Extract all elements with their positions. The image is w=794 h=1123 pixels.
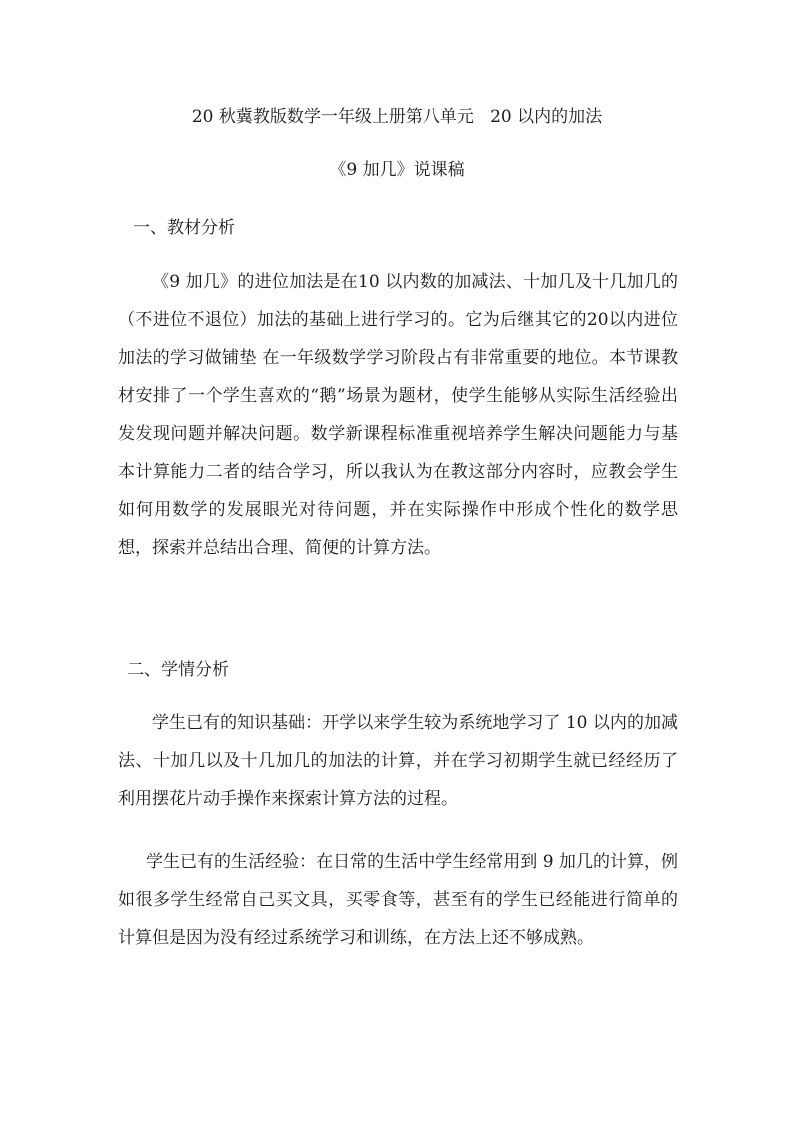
paragraph-textbook-analysis: 《9 加几》的进位加法是在10 以内数的加减法、十加几及十几加几的（不进位不退位）加法的基础上进行学习的。它为后继其它的20以内进位加法的学习做铺垫 在一年级数学学习阶段占有非常重要的地位。本节课教材安排了一个学生喜欢的“鹅”场景为题材，使学生能够从实际生活经验出发发现问题并解决问题。数学新课程标准重视培养学生解决问题能力与基本计算能力二者的结合学习，所以我认为在教这部分内容时，应教会学生如何用数学的发展眼光对待问题，并在实际操作中形成个性化的数学思想，探索并总结出合理、简便的计算方法。 <box>118 272 678 558</box>
section-heading-student-analysis: 二、学情分析 <box>127 660 229 680</box>
paragraph-life-experience: 学生已有的生活经验：在日常的生活中学生经常用到 9 加几的计算，例如很多学生经常自己买文具，买零食等，甚至有的学生已经能进行简单的计算但是因为没有经过系统学习和训练，在方法上还不够成熟。 <box>118 852 678 948</box>
document-subtitle: 《9 加几》说课稿 <box>329 160 465 180</box>
document-title: 20 秋冀教版数学一年级上册第八单元 20 以内的加法 <box>191 107 603 127</box>
paragraph-knowledge-foundation: 学生已有的知识基础：开学以来学生较为系统地学习了 10 以内的加减法、十加几以及十几加几的加法的计算，并在学习初期学生就已经经历了利用摆花片动手操作来探索计算方法的过程。 <box>118 713 678 809</box>
section-heading-textbook-analysis: 一、教材分析 <box>133 218 235 238</box>
